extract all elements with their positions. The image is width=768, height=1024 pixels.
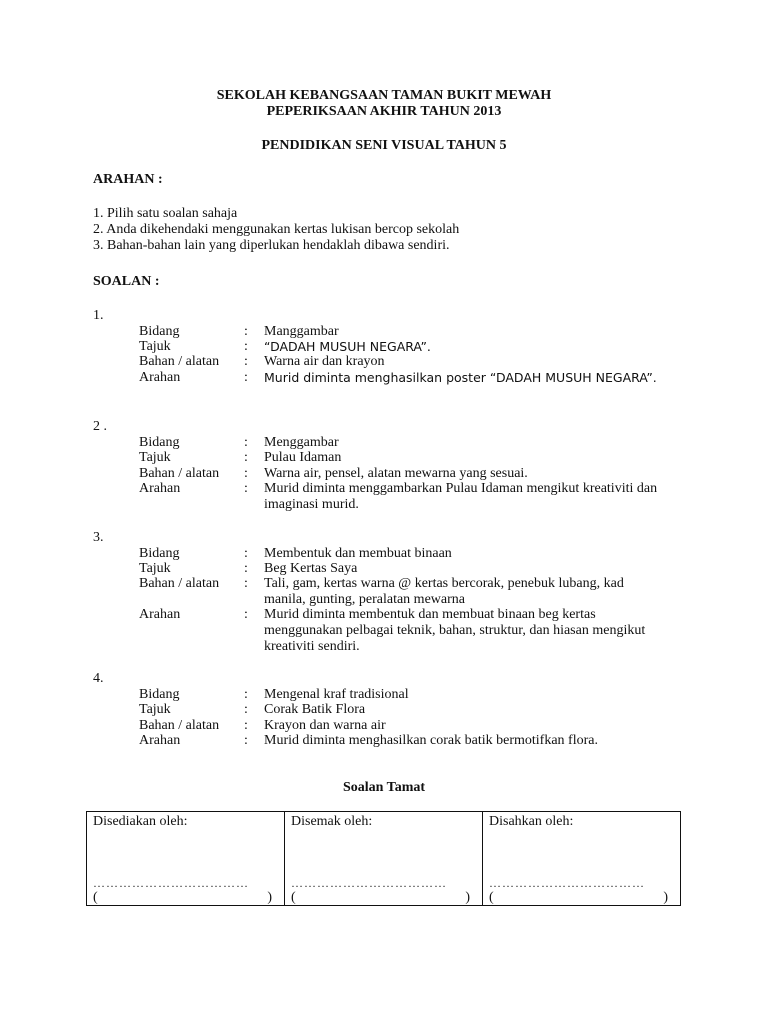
row-colon: : [244,576,248,591]
row-key: Bidang [139,687,180,702]
signature-cell-checked [285,812,483,906]
row-colon: : [244,546,248,561]
row-colon: : [244,466,248,481]
arahan-item: 3. Bahan-bahan lain yang diperlukan hendaklah dibawa sendiri. [93,238,450,253]
signature-label: Disahkan oleh: [489,814,574,829]
signature-label: Disediakan oleh: [93,814,188,829]
row-colon: : [244,687,248,702]
row-value: Krayon dan warna air [264,718,386,733]
signature-cell-approved [483,812,681,906]
arahan-item: 1. Pilih satu soalan sahaja [93,206,238,221]
question-number: 4. [93,671,104,686]
row-value: Tali, gam, kertas warna @ kertas bercorak, penebuk lubang, kad manila, gunting, peralatan mewarna [264,576,624,607]
row-key: Bahan / alatan [139,466,220,481]
name-parentheses [93,890,272,906]
question-number: 3. [93,530,104,545]
question-number: 1. [93,308,104,323]
row-value: Murid diminta membentuk dan membuat binaan beg kertas menggunakan pelbagai teknik, bahan, struktur, dan hiasan mengikut kreativiti sendiri. [264,607,646,654]
soalan-tamat: Soalan Tamat [342,780,426,795]
row-colon: : [244,339,248,354]
paren-open: ( [93,890,98,905]
row-key: Tajuk [139,450,171,465]
paren-open: ( [489,890,494,905]
row-value: Mengenal kraf tradisional [264,687,409,702]
row-colon: : [244,733,248,748]
row-value: Menggambar [264,435,339,450]
paren-close: ) [267,890,272,905]
row-key: Tajuk [139,702,171,717]
row-value: Membentuk dan membuat binaan [264,546,452,561]
row-colon: : [244,450,248,465]
signature-line: ……………………………… [93,876,249,890]
row-colon: : [244,354,248,369]
signature-line: ……………………………… [489,876,645,890]
row-colon: : [244,561,248,576]
row-value: Manggambar [264,324,339,339]
signature-cell-prepared [87,812,285,906]
row-value: Murid diminta menggambarkan Pulau Idaman mengikut kreativiti dan imaginasi murid. [264,481,658,512]
row-key: Arahan [139,607,181,622]
question-number: 2 . [93,419,107,434]
name-parentheses [291,890,470,906]
row-colon: : [244,702,248,717]
soalan-heading: SOALAN : [93,274,160,289]
arahan-heading: ARAHAN : [93,172,163,187]
row-colon: : [244,607,248,622]
row-value: Beg Kertas Saya [264,561,358,576]
row-key: Bahan / alatan [139,576,220,591]
row-key: Tajuk [139,561,171,576]
row-value: Warna air, pensel, alatan mewarna yang sesuai. [264,466,528,481]
row-key: Bahan / alatan [139,354,220,369]
row-key: Arahan [139,733,181,748]
row-value: Warna air dan krayon [264,354,385,369]
paren-close: ) [465,890,470,905]
row-key: Bidang [139,546,180,561]
row-value: Pulau Idaman [264,450,342,465]
row-key: Arahan [139,370,181,385]
row-key: Bidang [139,324,180,339]
subject-title: PENDIDIKAN SENI VISUAL TAHUN 5 [261,138,507,153]
paren-open: ( [291,890,296,905]
row-colon: : [244,324,248,339]
row-value: Murid diminta menghasilkan poster “DADAH MUSUH NEGARA”. [264,370,657,385]
signature-label: Disemak oleh: [291,814,373,829]
arahan-item: 2. Anda dikehendaki menggunakan kertas lukisan bercop sekolah [93,222,460,237]
signature-table [86,811,681,906]
signature-line: ……………………………… [291,876,447,890]
name-parentheses [489,890,668,906]
row-key: Arahan [139,481,181,496]
row-value: “DADAH MUSUH NEGARA”. [264,339,431,354]
row-colon: : [244,435,248,450]
row-value: Corak Batik Flora [264,702,366,717]
row-key: Bahan / alatan [139,718,220,733]
school-name: SEKOLAH KEBANGSAAN TAMAN BUKIT MEWAH [216,88,552,103]
row-value: Murid diminta menghasilkan corak batik bermotifkan flora. [264,733,598,748]
paren-close: ) [663,890,668,905]
row-colon: : [244,481,248,496]
exam-title: PEPERIKSAAN AKHIR TAHUN 2013 [266,104,502,119]
row-key: Tajuk [139,339,171,354]
row-colon: : [244,718,248,733]
row-key: Bidang [139,435,180,450]
row-colon: : [244,370,248,385]
